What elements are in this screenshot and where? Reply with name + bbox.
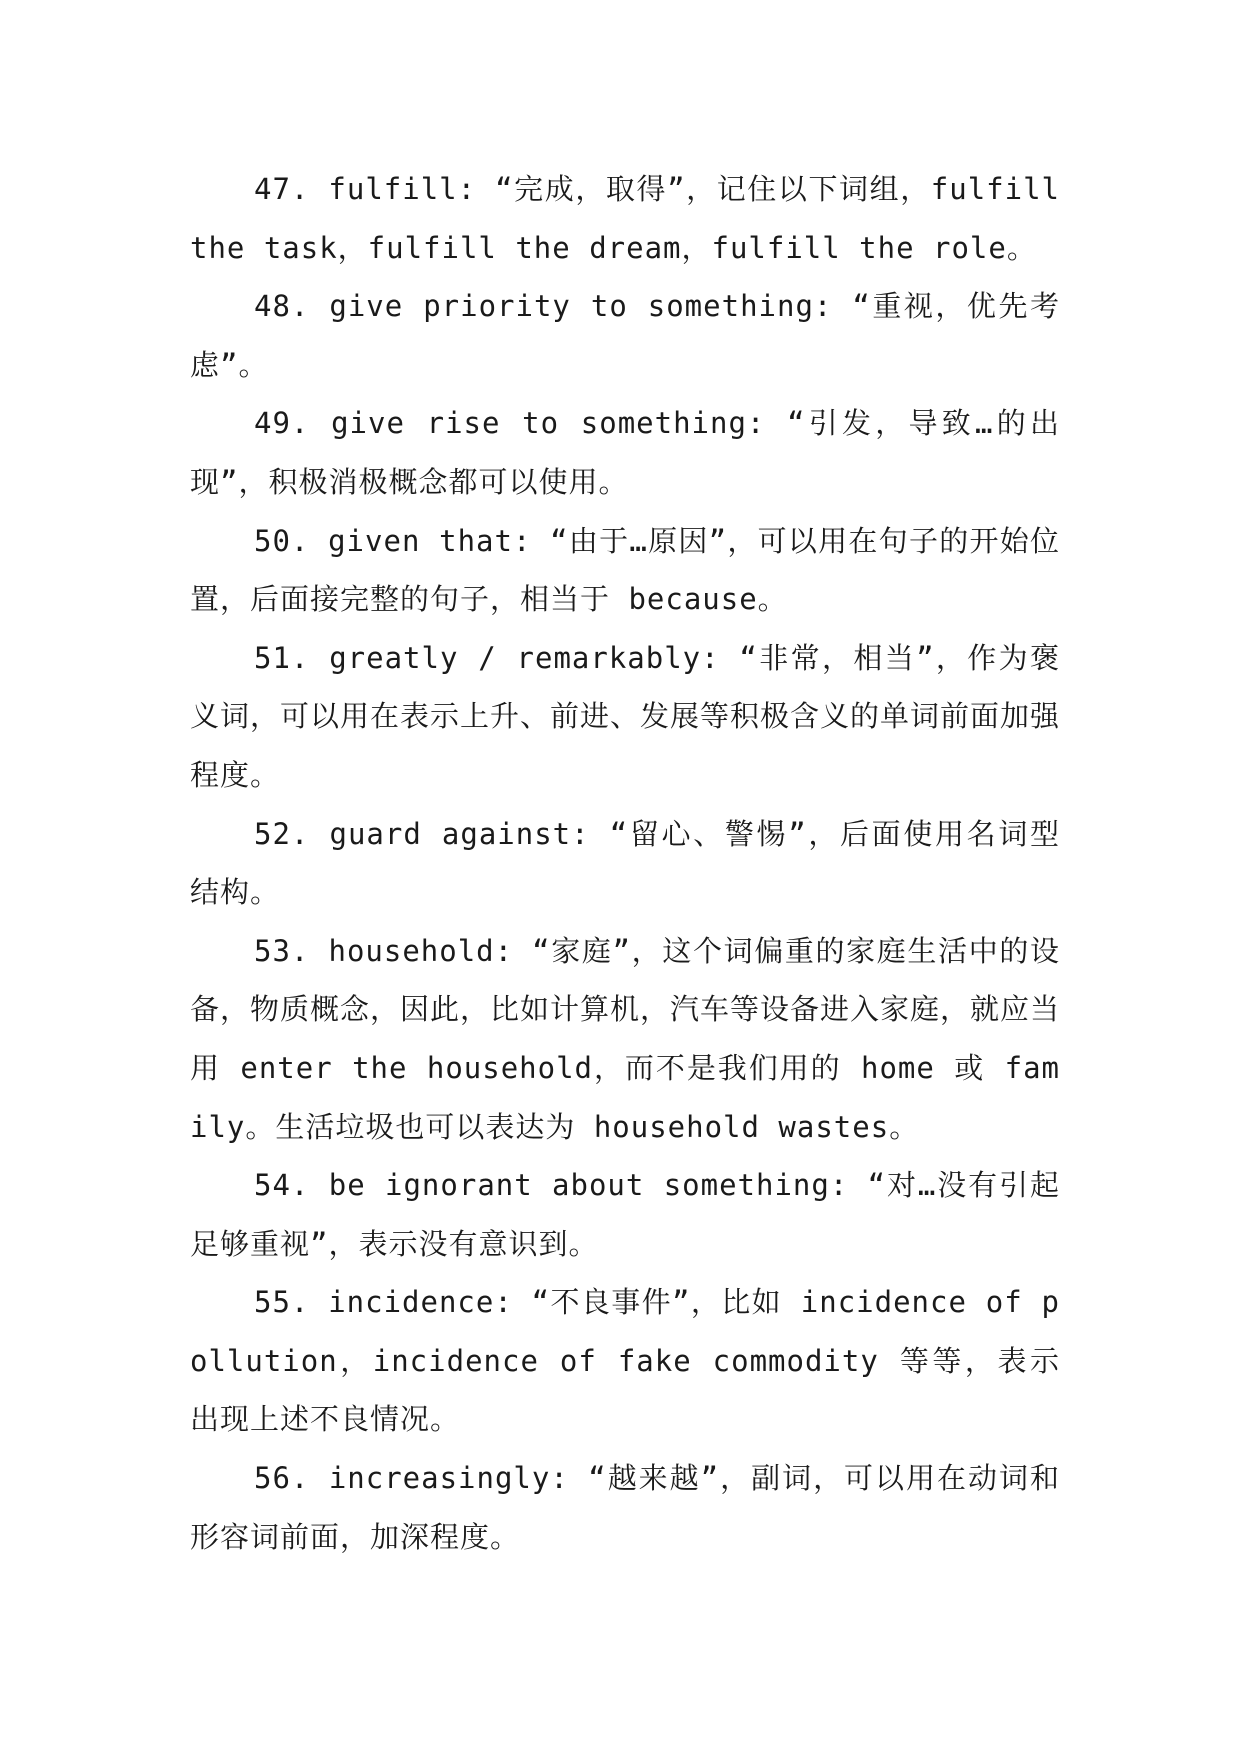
entry-50: 50. given that: “由于…原因”，可以用在句子的开始位置，后面接完整的句子，相当于 because。 (190, 523, 1060, 617)
entry-53: 53. household: “家庭”，这个词偏重的家庭生活中的设备，物质概念，因此，比如计算机，汽车等设备进入家庭，就应当用 enter the household，而不是我们用的 home 或 family。生活垃圾也可以表达为 household wastes。 (190, 933, 1061, 1144)
entry-49: 49. give rise to something: “引发，导致…的出现”，积极消极概念都可以使用。 (190, 406, 1060, 499)
entry-54: 54. be ignorant about something: “对…没有引起足够重视”，表示没有意识到。 (190, 1168, 1060, 1261)
entry-47: 47. fulfill: “完成，取得”，记住以下词组，fulfill the task，fulfill the dream，fulfill the role。 (190, 172, 1060, 265)
entry-56: 56. increasingly: “越来越”，副词，可以用在动词和形容词前面，加深程度。 (190, 1461, 1060, 1554)
entry-48: 48. give priority to something: “重视，优先考虑”。 (190, 289, 1060, 382)
entry-51: 51. greatly / remarkably: “非常，相当”，作为褒义词，可以用在表示上升、前进、发展等积极含义的单词前面加强程度。 (190, 640, 1061, 792)
entry-52: 52. guard against: “留心、警惕”，后面使用名词型结构。 (190, 816, 1060, 910)
entry-55: 55. incidence: “不良事件”，比如 incidence of pollution，incidence of fake commodity 等等，表示出现上述不良情况。 (190, 1285, 1060, 1437)
document-body (190, 160, 1060, 1566)
